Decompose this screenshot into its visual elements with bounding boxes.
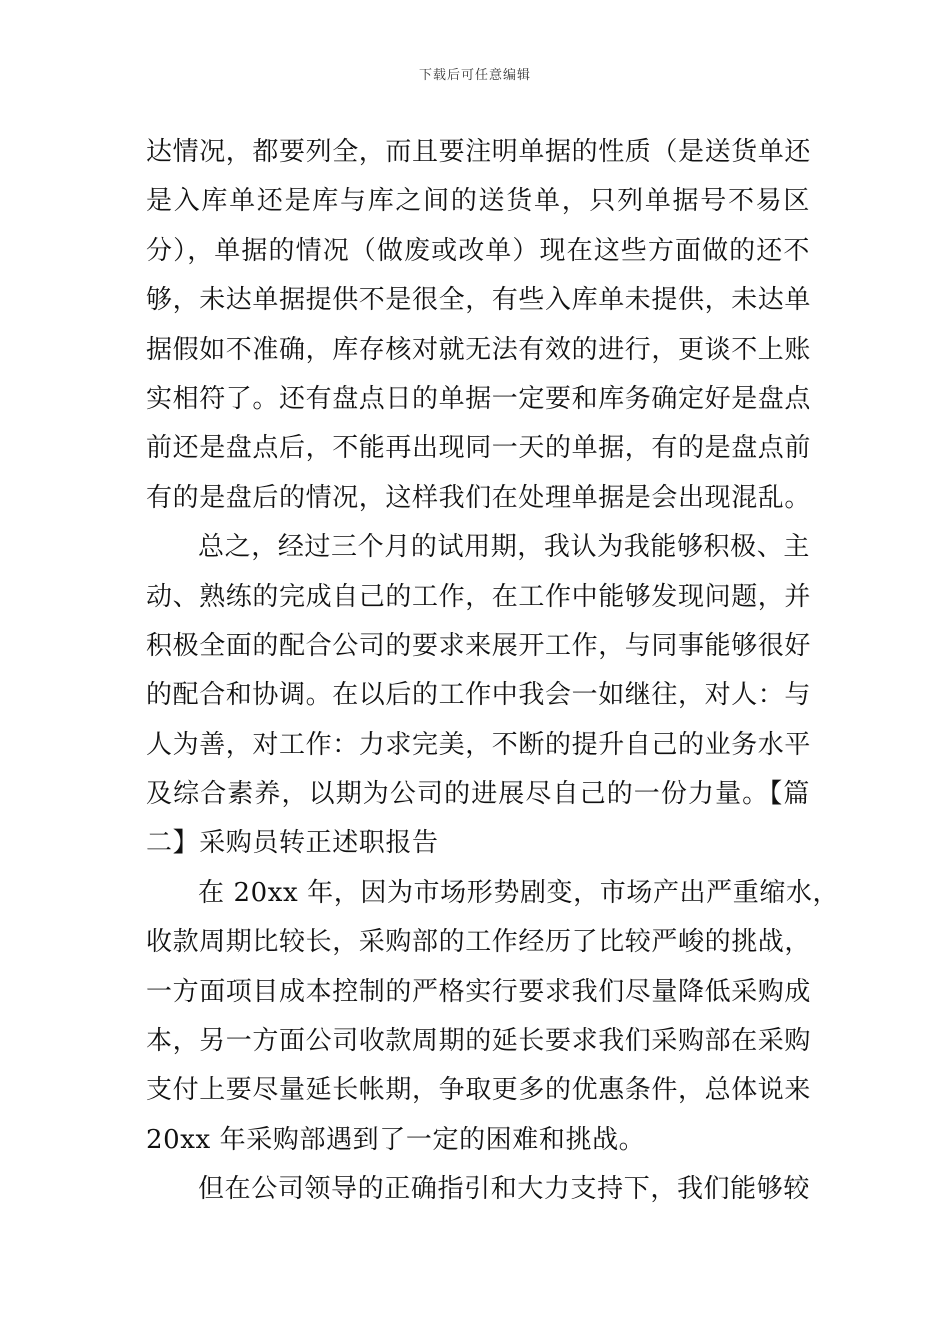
text-line: 收款周期比较长，采购部的工作经历了比较严峻的挑战， (146, 927, 812, 958)
text-line: 积极全面的配合公司的要求来展开工作，与同事能够很好 (146, 630, 812, 661)
text-line: 人为善，对工作：力求完美，不断的提升自己的业务水平 (146, 729, 812, 760)
text-line: 据假如不准确，库存核对就无法有效的进行，更谈不上账 (146, 334, 812, 365)
text-line: 的配合和协调。在以后的工作中我会一如继往，对人：与 (146, 680, 812, 711)
document-body (146, 128, 840, 1215)
text-line: 20xx 年采购部遇到了一定的困难和挑战。 (146, 1124, 646, 1155)
text-line: 支付上要尽量延长帐期，争取更多的优惠条件，总体说来 (146, 1075, 812, 1106)
text-line: 是入库单还是库与库之间的送货单，只列单据号不易区 (146, 186, 810, 217)
text-line: 有的是盘后的情况，这样我们在处理单据是会出现混乱。 (146, 482, 812, 513)
text-line: 一方面项目成本控制的严格实行要求我们尽量降低采购成 (146, 976, 812, 1007)
text-line: 二】采购员转正述职报告 (146, 828, 439, 859)
text-line: 动、熟练的完成自己的工作，在工作中能够发现问题，并 (146, 581, 812, 612)
text-line: 前还是盘点后，不能再出现同一天的单据，有的是盘点前 (146, 433, 812, 464)
text-line: 在 20xx 年，因为市场形势剧变，市场产出严重缩水， (198, 877, 840, 908)
page-header: 下载后可任意编辑 (418, 68, 531, 83)
text-line: 实相符了。还有盘点日的单据一定要和库务确定好是盘点 (146, 383, 812, 414)
text-line: 总之，经过三个月的试用期，我认为我能够积极、主 (198, 532, 810, 563)
text-line: 达情况，都要列全，而且要注明单据的性质（是送货单还 (146, 137, 812, 167)
text-line: 够，未达单据提供不是很全，有些入库单未提供，未达单 (146, 285, 812, 316)
text-line: 分），单据的情况（做废或改单）现在这些方面做的还不 (146, 235, 810, 266)
text-line: 本，另一方面公司收款周期的延长要求我们采购部在采购 (146, 1026, 812, 1057)
text-line: 但在公司领导的正确指引和大力支持下，我们能够较 (198, 1174, 810, 1205)
text-line: 及综合素养，以期为公司的进展尽自己的一份力量。【篇 (146, 779, 810, 810)
